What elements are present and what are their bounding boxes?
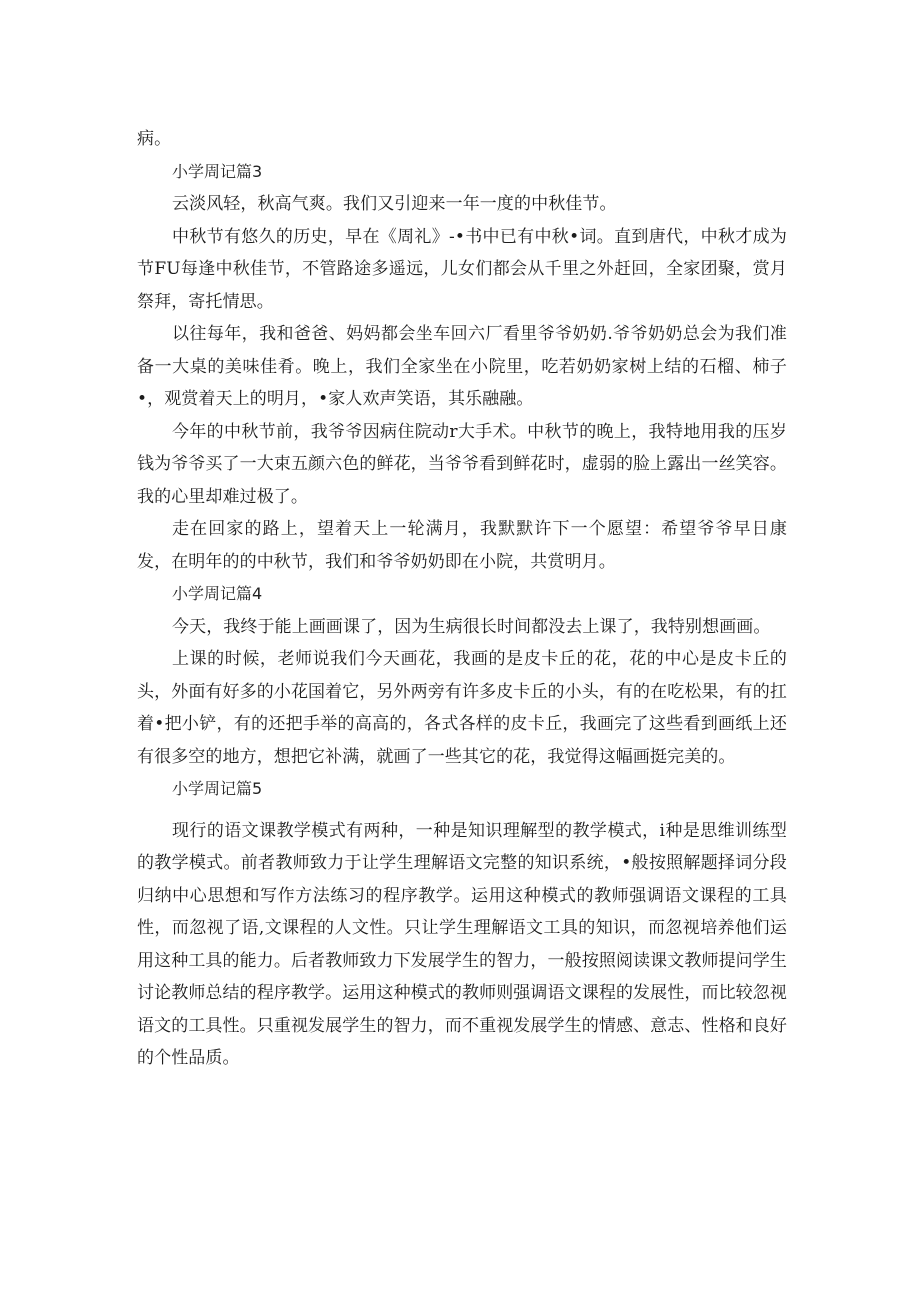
paragraph: 以往每年，我和爸爸、妈妈都会坐车回六厂看里爷爷奶奶.爷爷奶奶总会为我们准备一大桌的美味佳肴。晚上，我们全家坐在小院里，吃若奶奶家树上结的石榴、柿子•，观赏着天上的明月，•家人欢声笑语，其乐融融。 xyxy=(137,324,787,409)
paragraph: 云淡风轻，秋高气爽。我们又引迎来一年一度的中秋佳节。 xyxy=(172,194,617,214)
paragraph: 走在回家的路上，望着天上一轮满月，我默默许下一个愿望：希望爷爷早日康发，在明年的的中秋节，我们和爷爷奶奶即在小院，共赏明月。 xyxy=(137,519,787,572)
document-page xyxy=(137,123,787,1075)
section-heading-5: 小学周记篇5 xyxy=(172,779,263,798)
paragraph: 中秋节有悠久的历史，早在《周礼》-•书中已有中秋•词。直到唐代，中秋才成为节FU每逢中秋佳节，不管路途多遥远，儿女们都会从千里之外赶回，全家团聚，赏月祭拜，寄托情思。 xyxy=(137,226,787,312)
paragraph: 今年的中秋节前，我爷爷因病住院动r大手术。中秋节的晚上，我特地用我的压岁钱为爷爷买了一大束五颜六色的鲜花，当爷爷看到鲜花时，虚弱的脸上露出一丝笑容。我的心里却难过极了。 xyxy=(137,421,787,507)
section-heading-4: 小学周记篇4 xyxy=(172,584,263,603)
paragraph: 今天，我终于能上画画课了，因为生病很长时间都没去上课了，我特别想画画。 xyxy=(172,616,771,637)
paragraph-continuation: 病。 xyxy=(137,129,172,149)
paragraph: 现行的语文课教学模式有两种，一种是知识理解型的教学模式，i种是思维训练型的教学模式。前者教师致力于让学生理解语文完整的知识系统，•般按照解题择词分段归纳中心思想和写作方法练习的程序教学。运用这种模式的教师强调语文课程的工具性，而忽视了语,文课程的人文性。只让学生理解语文工具的知识，而忽视培养他们运用这种工具的能力。后者教师致力下发展学生的智力，一般按照阅读课文教师提问学生讨论教师总结的程序教学。运用这种模式的教师则强调语文课程的发展性，而比较忽视语文的工具性。只重视发展学生的智力，而不重视发展学生的情感、意志、性格和良好的个性品质。 xyxy=(137,820,787,1068)
section-heading-3: 小学周记篇3 xyxy=(172,161,263,181)
paragraph: 上课的时候，老师说我们今天画花，我画的是皮卡丘的花，花的中心是皮卡丘的头，外面有好多的小花国着它，另外两旁有许多皮卡丘的小头，有的在吃松果，有的扛着•把小铲，有的还把手举的高高的，各式各样的皮卡丘，我画完了这些看到画纸上还有很多空的地方，想把它补满，就画了一些其它的花，我觉得这幅画挺完美的。 xyxy=(137,649,787,767)
